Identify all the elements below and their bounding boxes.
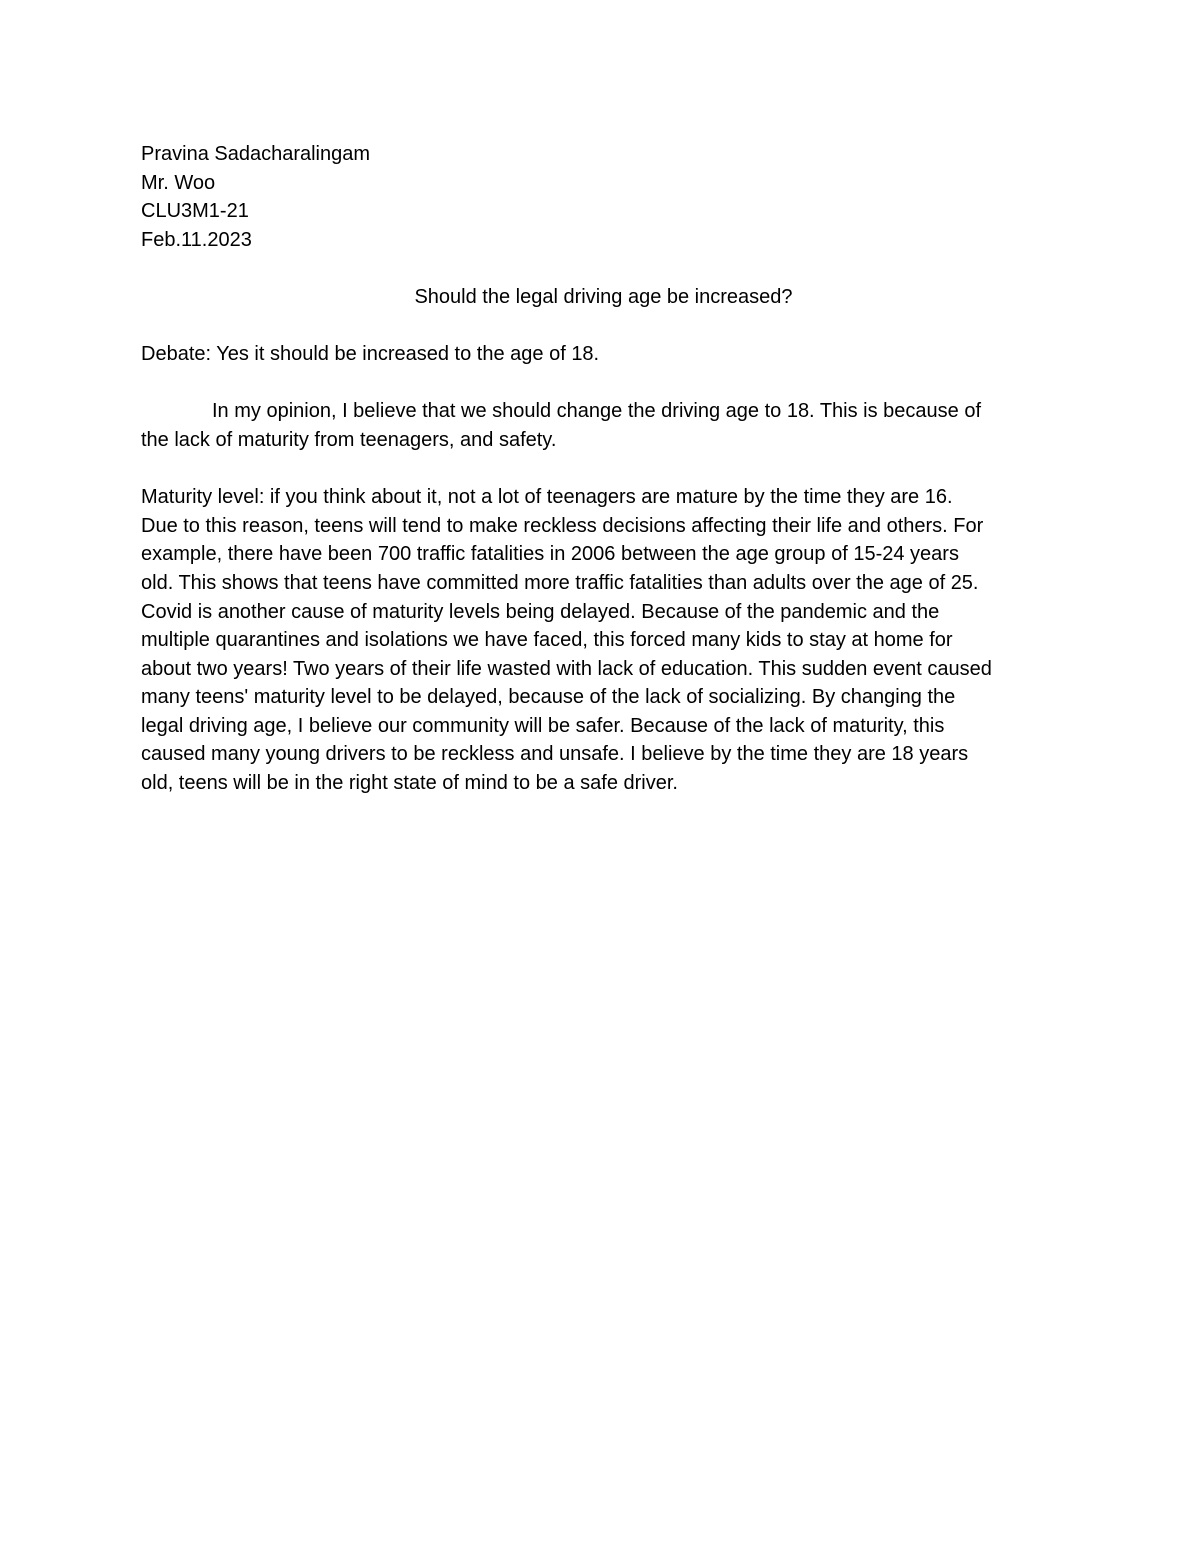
- paragraph-line: about two years! Two years of their life wasted with lack of education. This sudden event caused: [141, 657, 992, 680]
- paragraph-line: the lack of maturity from teenagers, and safety.: [141, 428, 557, 451]
- paragraph-line: multiple quarantines and isolations we have faced, this forced many kids to stay at home for: [141, 629, 953, 652]
- paragraph-line: many teens' maturity level to be delayed, because of the lack of socializing. By changing the: [141, 686, 956, 709]
- paragraph-line: example, there have been 700 traffic fatalities in 2006 between the age group of 15-24 years: [141, 543, 959, 566]
- teacher-name: Mr. Woo: [141, 171, 216, 194]
- paragraph-line: Due to this reason, teens will tend to make reckless decisions affecting their life and others. For: [141, 514, 984, 537]
- debate-statement: Debate: Yes it should be increased to the age of 18.: [141, 343, 600, 366]
- document-body: [141, 140, 1066, 798]
- paragraph-line: In my opinion, I believe that we should change the driving age to 18. This is because of: [212, 400, 982, 423]
- paragraph-line: Maturity level: if you think about it, not a lot of teenagers are mature by the time they are 16.: [141, 486, 953, 509]
- essay-title: Should the legal driving age be increased?: [414, 285, 793, 308]
- intro-paragraph: [141, 397, 1066, 454]
- paragraph-line: legal driving age, I believe our community will be safer. Because of the lack of maturity, this: [141, 714, 945, 737]
- paragraph-line: old. This shows that teens have committed more traffic fatalities than adults over the age of 25.: [141, 571, 979, 594]
- course-code: CLU3M1-21: [141, 200, 249, 223]
- body-paragraph: [141, 483, 1066, 798]
- date: Feb.11.2023: [141, 228, 252, 251]
- paragraph-line: Covid is another cause of maturity levels being delayed. Because of the pandemic and the: [141, 600, 940, 623]
- paragraph-line: caused many young drivers to be reckless and unsafe. I believe by the time they are 18 years: [141, 743, 969, 766]
- paragraph-line: old, teens will be in the right state of mind to be a safe driver.: [141, 772, 678, 795]
- author-name: Pravina Sadacharalingam: [141, 143, 371, 165]
